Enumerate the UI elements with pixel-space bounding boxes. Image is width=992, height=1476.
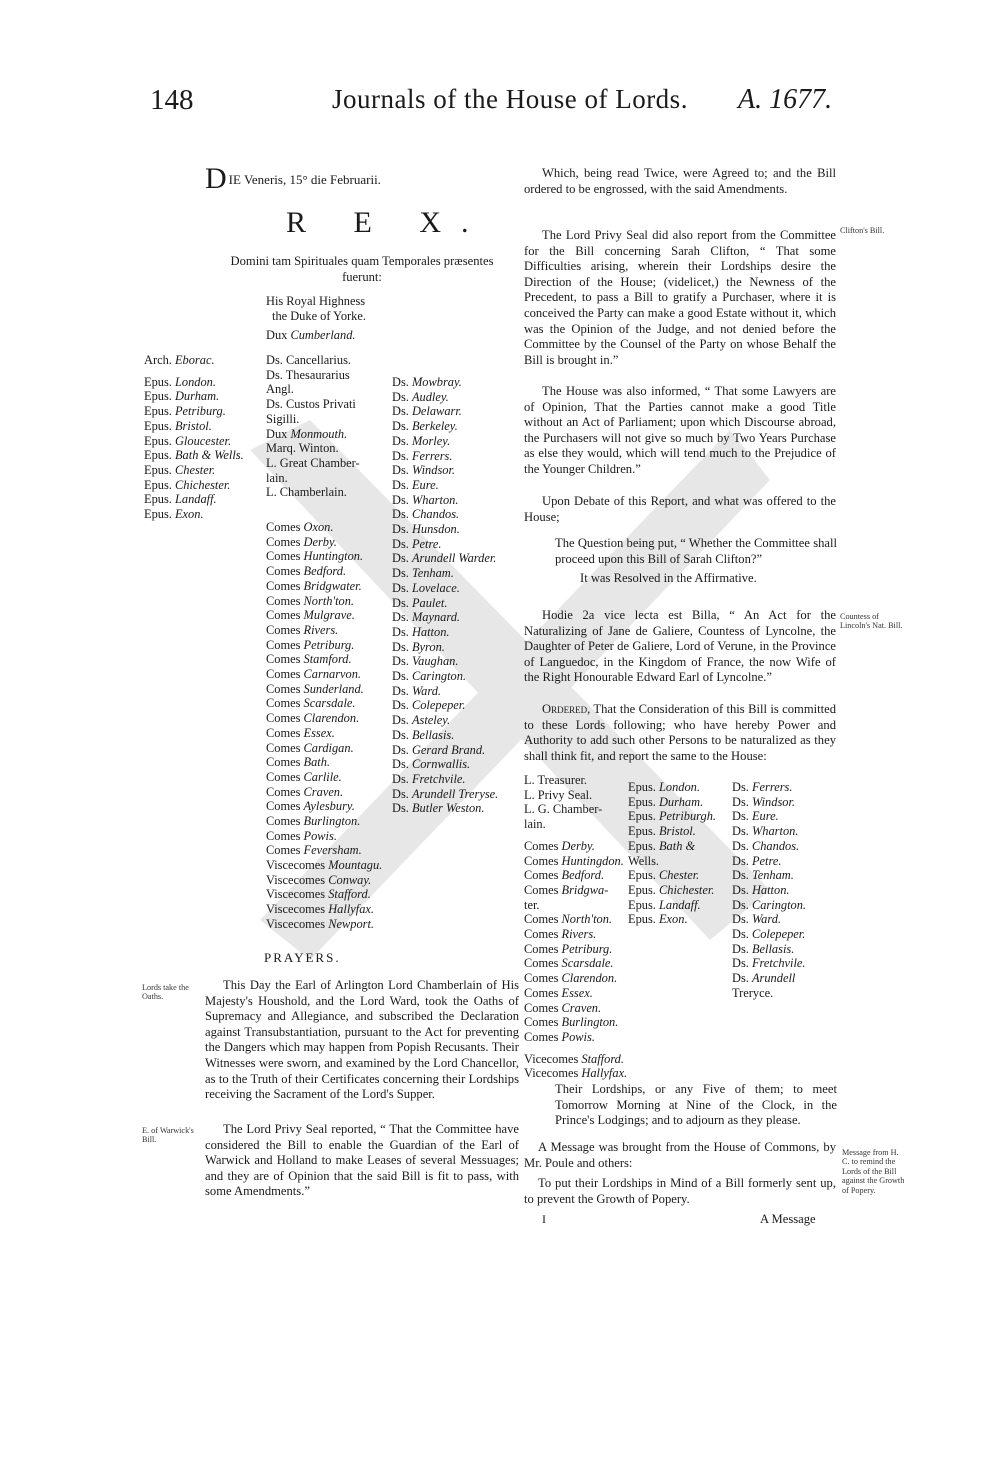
- list-item: Ds. Asteley.: [392, 713, 451, 728]
- list-item: Comes Stamford.: [266, 652, 352, 667]
- list-item: Ds. Cornwallis.: [392, 757, 471, 772]
- catchword: A Message: [760, 1212, 816, 1226]
- list-item: Viscecomes Stafford.: [266, 887, 371, 902]
- list-item: Ds. Hunsdon.: [392, 522, 460, 537]
- committee-column-2: [628, 773, 716, 927]
- list-item: Ds. Custos Privati: [266, 397, 356, 412]
- rex-heading: R E X.: [286, 206, 489, 239]
- list-item: Epus. Chichester.: [144, 477, 231, 492]
- list-item: Comes Oxon.: [266, 520, 334, 534]
- list-item: L. G. Chamber-: [524, 802, 603, 817]
- question-paragraph: The Question being put, “ Whether the Committee shall proceed upon this Bill of Sarah Clifton?”: [555, 536, 837, 566]
- list-item: Comes Bath.: [266, 755, 331, 770]
- officers-list: [266, 353, 360, 500]
- list-item: Ds. Paulet.: [392, 595, 448, 610]
- list-item: Ds. Ward.: [732, 912, 782, 927]
- list-item: Comes Powis.: [266, 828, 337, 843]
- list-item: Ds. Fretchvile.: [392, 771, 466, 786]
- list-item: Sigilli.: [266, 411, 300, 426]
- list-item: Ds. Bellasis.: [732, 941, 795, 956]
- list-item: Epus. London.: [628, 780, 700, 794]
- list-item: Ds. Ferrers.: [392, 448, 453, 463]
- list-item: Comes Essex.: [524, 985, 593, 1000]
- drop-cap: D: [205, 162, 227, 195]
- list-item: Epus. Exon.: [628, 912, 688, 927]
- list-item: Epus. Gloucester.: [144, 433, 232, 448]
- prayers-heading: PRAYERS.: [264, 950, 341, 965]
- list-item: Comes Petriburg.: [524, 941, 613, 956]
- list-item: L. Great Chamber-: [266, 455, 360, 470]
- margin-note-lincoln: Countess of Lincoln's Nat. Bill.: [840, 612, 903, 631]
- signature-mark: I: [542, 1212, 546, 1226]
- list-item: Comes Powis.: [524, 1029, 595, 1044]
- list-item: Ds. Wharton.: [732, 824, 799, 839]
- list-item: Epus. Landaff.: [144, 492, 217, 507]
- list-item: Ds. Hatton.: [392, 624, 450, 639]
- list-item: [524, 1045, 627, 1052]
- list-item: Epus. Petriburg.: [144, 404, 226, 419]
- list-item: Comes Cardigan.: [266, 740, 354, 755]
- list-item: Comes Rivers.: [524, 927, 597, 942]
- list-item: Comes Carlile.: [266, 769, 342, 784]
- list-item: Comes North'ton.: [266, 593, 355, 608]
- committee-column-3: [732, 773, 806, 1001]
- list-item: Ds. Audley.: [392, 389, 449, 404]
- resolved-line: It was Resolved in the Affirmative.: [580, 571, 757, 585]
- margin-note-warwick: E. of Warwick's Bill.: [142, 1126, 194, 1145]
- list-item: Comes Aylesbury.: [266, 799, 355, 814]
- list-item: Epus. Chester.: [144, 462, 216, 477]
- list-item: [144, 368, 244, 375]
- list-item: Ds. Fretchvile.: [732, 956, 806, 971]
- list-item: Ds. Wharton.: [392, 492, 459, 507]
- list-item: Ds. Chandos.: [732, 838, 800, 853]
- list-item: Marq. Winton.: [266, 441, 339, 456]
- list-item: Epus. Exon.: [144, 507, 204, 522]
- list-item: Comes Mulgrave.: [266, 608, 355, 623]
- list-item: Viscecomes Conway.: [266, 872, 372, 887]
- list-item: Comes Scarsdale.: [524, 956, 614, 971]
- list-item: Viscecomes Mountagu.: [266, 858, 383, 872]
- present-heading: Domini tam Spirituales quam Temporales præsentes fuerunt:: [230, 254, 494, 284]
- list-item: Ds. Arundell Warder.: [392, 551, 497, 566]
- paragraph: Which, being read Twice, were Agreed to; and the Bill ordered to be engrossed, with the said Amendments.: [524, 166, 836, 196]
- list-item: Comes Derby.: [524, 838, 595, 853]
- list-item: ter.: [524, 897, 540, 912]
- message-paragraph: A Message was brought from the House of Commons, by Mr. Poule and others:: [524, 1140, 836, 1170]
- journal-title: Journals of the House of Lords.: [332, 84, 688, 114]
- list-item: Ds. Colepeper.: [392, 698, 466, 713]
- list-item: Ds. Cancellarius.: [266, 353, 351, 367]
- list-item: Ds. Vaughan.: [392, 654, 459, 669]
- list-item: Ds. Mowbray.: [392, 375, 462, 389]
- list-item: Ds. Eure.: [392, 477, 439, 492]
- vicecomites-list: [266, 858, 382, 932]
- list-item: Ds. Bellasis.: [392, 727, 455, 742]
- naturalization-paragraph: Hodie 2a vice lecta est Billa, “ An Act for the Naturalizing of Jane de Galiere, Countess of Lyncolne, the Daughter of Peter de Galiere, Lord of Verune, in the Province of Languedoc, in the Kingdom of France, the now Wife of the Right Honourable Edward Earl of Lyncolne.”: [524, 608, 836, 685]
- list-item: Ds. Tenham.: [732, 868, 794, 883]
- list-item: L. Chamberlain.: [266, 485, 347, 500]
- list-item: Ds. Byron.: [392, 639, 445, 654]
- list-item: Wells.: [628, 853, 660, 868]
- list-item: Comes Bridgwater.: [266, 578, 362, 593]
- list-item: Ds. Maynard.: [392, 610, 461, 625]
- list-item: the Duke of Yorke.: [272, 308, 366, 323]
- bishops-list: [144, 353, 244, 522]
- committee-column-1: [524, 773, 627, 1081]
- list-item: L. Treasurer.: [524, 773, 587, 787]
- list-item: Ds. Arundell: [732, 971, 796, 986]
- list-item: Ds. Lovelace.: [392, 580, 460, 595]
- list-item: Comes Derby.: [266, 534, 337, 549]
- list-item: Ds. Petre.: [392, 536, 442, 551]
- comites-list: [266, 520, 364, 858]
- list-item: Vicecomes Stafford.: [524, 1051, 624, 1066]
- list-item: Comes Bedford.: [266, 564, 347, 579]
- list-item: Ds. Windsor.: [732, 794, 796, 809]
- list-item: Ds. Ferrers.: [732, 780, 793, 794]
- list-item: [732, 773, 806, 780]
- list-item: Treryce.: [732, 985, 774, 1000]
- list-item: Comes Bridgwa-: [524, 882, 609, 897]
- list-item: Comes Rivers.: [266, 622, 339, 637]
- list-item: Comes Sunderland.: [266, 681, 364, 696]
- list-item: Comes Craven.: [266, 784, 344, 799]
- list-item: Comes North'ton.: [524, 912, 613, 927]
- list-item: Epus. Chester.: [628, 868, 700, 883]
- list-item: Comes Clarendon.: [524, 971, 618, 986]
- list-item: Comes Scarsdale.: [266, 696, 356, 711]
- list-item: Ds. Gerard Brand.: [392, 742, 486, 757]
- list-item: Ds. Butler Weston.: [392, 801, 485, 816]
- clifton-report-paragraph: The Lord Privy Seal did also report from the Committee for the Bill concerning Sarah Clifton, “ That some Difficulties arising, wherein their Lordships desire the Direction of the House; (videlicet,) the Newness of the Precedent, to pass a Bill to gratify a Purchaser, where it is conceived the Party can make a good Estate without it, which was the Opinion of the Judge, and not denied before the Committee by the Counsel of the Party on whose Behalf the Bill is brought in.”: [524, 228, 836, 367]
- list-item: Comes Essex.: [266, 725, 335, 740]
- list-item: Epus. Bath &: [628, 838, 696, 853]
- list-item: Comes Craven.: [524, 1000, 602, 1015]
- list-item: Comes Bedford.: [524, 868, 605, 883]
- list-item: Ds. Petre.: [732, 853, 782, 868]
- list-item: Ds. Delawarr.: [392, 404, 462, 419]
- barones-list: [392, 375, 498, 816]
- margin-note-oaths: Lords take the Oaths.: [142, 983, 189, 1002]
- running-header: [150, 84, 910, 124]
- margin-note-message: Message from H. C. to remind the Lords of the Bill against the Growth of Popery.: [842, 1148, 905, 1195]
- list-item: Ds. Carington.: [732, 897, 807, 912]
- list-item: Epus. Chichester.: [628, 882, 715, 897]
- attendance-top: [266, 294, 366, 343]
- list-item: Ds. Berkeley.: [392, 419, 458, 434]
- list-item: Epus. Durham.: [144, 389, 220, 404]
- list-item: Viscecomes Newport.: [266, 916, 375, 931]
- list-item: Ds. Arundell Treryse.: [392, 786, 499, 801]
- list-item: Ds. Carington.: [392, 669, 467, 684]
- list-item: Comes Huntingdon.: [524, 853, 624, 868]
- list-item: Comes Carnarvon.: [266, 667, 362, 682]
- list-item: Dux Monmouth.: [266, 426, 348, 441]
- list-item: Ds. Ward.: [392, 683, 442, 698]
- list-item: Epus. Petriburgh.: [628, 809, 717, 824]
- list-item: Ds. Tenham.: [392, 566, 454, 581]
- list-item: Epus. Bath & Wells.: [144, 448, 244, 463]
- page-number: 148: [150, 84, 194, 116]
- list-item: Comes Feversham.: [266, 843, 362, 858]
- list-item: Vicecomes Hallyfax.: [524, 1066, 628, 1081]
- ordered-paragraph: Ordered, That the Consideration of this Bill is committed to these Lords following; who have hereby Power and Authority to add such other Persons to be naturalized as they shall think fit, and report the same to the House:: [524, 702, 836, 763]
- list-item: Epus. Bristol.: [144, 418, 212, 433]
- list-item: lain.: [524, 817, 546, 832]
- message-content: To put their Lordships in Mind of a Bill formerly sent up, to prevent the Growth of Popery.: [524, 1176, 836, 1206]
- list-item: Ds. Morley.: [392, 433, 451, 448]
- list-item: His Royal Highness: [266, 294, 366, 308]
- quorum-paragraph: Their Lordships, or any Five of them; to meet Tomorrow Morning at Nine of the Clock, in the Prince's Lodgings; and to adjourn as they please.: [555, 1082, 837, 1128]
- list-item: lain.: [266, 470, 288, 485]
- list-item: Dux Cumberland.: [266, 328, 356, 343]
- list-item: Ds. Thesaurarius: [266, 367, 350, 382]
- list-item: Epus. Bristol.: [628, 824, 696, 839]
- list-item: Epus. Landaff.: [628, 897, 701, 912]
- list-item: Angl.: [266, 382, 294, 397]
- list-item: Viscecomes Hallyfax.: [266, 902, 374, 917]
- list-item: Ds. Hatton.: [732, 882, 790, 897]
- list-item: Comes Burlington.: [524, 1015, 619, 1030]
- list-item: Comes Huntington.: [266, 549, 364, 564]
- list-item: Comes Petriburg.: [266, 637, 355, 652]
- list-item: Ds. Windsor.: [392, 463, 456, 478]
- list-item: Ds. Eure.: [732, 809, 779, 824]
- list-item: Ds. Colepeper.: [732, 927, 806, 942]
- warwick-paragraph: The Lord Privy Seal reported, “ That the Committee have considered the Bill to enable the Guardian of the Earl of Warwick and Holland to make Leases of several Messuages; and they are of Opinion that the said Bill is fit to pass, with some Amendments.”: [205, 1122, 519, 1199]
- list-item: Epus. Durham.: [628, 794, 704, 809]
- session-date: D IE Veneris, 15° die Februarii.: [205, 162, 381, 195]
- list-item: Ds. Chandos.: [392, 507, 460, 522]
- list-item: Epus. London.: [144, 374, 216, 389]
- list-item: Comes Clarendon.: [266, 711, 360, 726]
- margin-note-clifton: Clifton's Bill.: [840, 226, 885, 235]
- lawyers-paragraph: The House was also informed, “ That some Lawyers are of Opinion, That the Parties cannot make a good Title without an Act of Parliament; upon which Discourse abroad, the Purchasers will not give so much by Two Years Purchase as else they would, which will tend much to the Prejudice of the Younger Children.”: [524, 384, 836, 476]
- oaths-paragraph: This Day the Earl of Arlington Lord Chamberlain of His Majesty's Houshold, and the Lord Ward, took the Oaths of Supremacy and Allegiance, and subscribed the Declaration against Transubstantiation, pursuant to the Act for preventing the Dangers which may happen from Popish Recusants. Their Witnesses were sworn, and examined by the Lord Chancellor, as to the Truth of their Certificates concerning their Lordships receiving the Sacrament of the Lord's Supper.: [205, 978, 519, 1102]
- list-item: L. Privy Seal.: [524, 787, 593, 802]
- list-item: Arch. Eborac.: [144, 353, 215, 367]
- list-item: Comes Burlington.: [266, 814, 361, 829]
- list-item: [524, 832, 627, 839]
- ordered-word: Ordered,: [542, 702, 591, 716]
- year-heading: A. 1677.: [738, 84, 833, 115]
- list-item: [628, 773, 716, 780]
- debate-paragraph: Upon Debate of this Report, and what was offered to the House;: [524, 494, 836, 524]
